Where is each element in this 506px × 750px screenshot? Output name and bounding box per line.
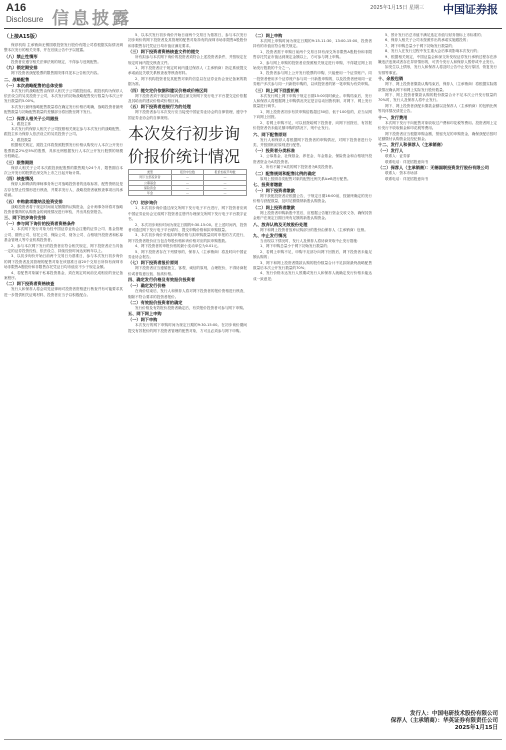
body-paragraph: 2、参与本次网下发行的投资者应符合相关规定，网下投资者应当具备一定的证券投资经验，依法设立、持续经营时间达到两年以上。: [4, 243, 123, 253]
body-paragraph: 3、网下和网上投资者缴款认购的股份数量合计不足扣除最终战略配售数量后本次公开发行数量的70%；: [253, 260, 372, 270]
body-paragraph: 七、投资者缴款: [253, 181, 283, 187]
body-paragraph: 本次发行的网下申购时间为规定日期的9:30-15:00。在初步询价期间提交有效报价的网下投资者管理的配售对象，方可且必须参与网下申购。: [128, 323, 247, 333]
body-paragraph: 战略投资者将于规定时间前足额缴纳认购资金，会计师事务所将对战略投资者缴纳的认购资金的到账情况进行审验，并出具验资报告。: [4, 204, 123, 214]
body-paragraph: （二）配售规则和配售比例的确定: [253, 170, 316, 176]
page-number: A16: [6, 2, 27, 14]
body-paragraph: 1、公募基金、社保基金、养老金、年金基金、保险资金和合格境外投资者资金为A类投资者。: [253, 154, 372, 164]
body-paragraph: 5、网下投资者存在下列情形的，保荐人（主承销商）将及时向中国证券业协会报告。: [128, 249, 247, 259]
body-paragraph: 发行人和保荐人将会同见证律师对投资者资格进行核查并有可能要求其进一步提供相关证明材料，投资者应当予以积极配合。: [4, 287, 123, 297]
body-paragraph: 发行人和保荐人将根据网下投资者的申购情况，对网下投资者进行分类，并按照相应原则进行配售。: [253, 137, 372, 147]
body-paragraph: 网下投资者参与本次发行应当接受中国证券业协会的自律管理，遵守中国证券业协会的自律规则。: [128, 110, 247, 120]
body-paragraph: 网下、网上投资者缴款认购结束后，保荐人（主承销商）将根据实际缴款情况确认网下和网上实际发行股份数量。: [378, 82, 497, 92]
masthead: [0, 0, 506, 28]
table-cell: —: [171, 175, 203, 180]
body-paragraph: 网下投资者获配股票的限售期安排详见本公告相关内容。: [11, 71, 101, 76]
body-paragraph: （一）网下申购: [128, 317, 158, 323]
body-paragraph: 联系电话：详见招股意向书: [385, 176, 429, 181]
body-paragraph: （三）限售期限: [4, 159, 34, 165]
body-paragraph: （一）投资者分类标准: [253, 148, 295, 154]
table-caption: 本次发行初步询价报价统计情况: [128, 124, 241, 167]
body-paragraph: （二）保荐人相关子公司跟投: [4, 115, 59, 121]
page-label-en: Disclosure: [6, 15, 44, 24]
column-3: [253, 33, 372, 732]
date-line: 2025年1月15日 星期三: [370, 5, 424, 11]
table-cell: —: [204, 191, 247, 196]
body-paragraph: （二）保荐人（主承销商）：无锡国联投资发行股份有限公司: [378, 165, 489, 171]
body-paragraph: 网下、网上投资者缴款认购的股份数量合计不足本次公开发行数量的70%时，发行人及保荐人将中止发行。: [378, 93, 497, 103]
body-paragraph: 1、投资者需于申购日前两个交易日持有深交所非限售A股股份和非限售存托凭证市值达到规定金额以上，方可参与网上申购。: [253, 49, 372, 60]
body-paragraph: （八）禁止性情形: [4, 53, 38, 59]
paper-name: 中国证券报: [443, 3, 498, 16]
body-paragraph: 保荐机构 主承销商无锡国联投资发行股份有限公司将根据实际情况调整本次发行的相关安排，并在后续公告中予以披露。: [4, 43, 123, 53]
table-cell: —: [204, 175, 247, 180]
body-paragraph: （二）有效报价投资者的确定: [128, 299, 183, 305]
body-paragraph: 本次发行网上网下申购于规定日期15:00同时截止。申购结束后，发行人和保荐人将根据网上申购情况决定是否启动回拨机制，对网下、网上发行数量进行调节。: [253, 93, 372, 109]
body-paragraph: 4、发行价格未达发行人预期或发行人和保荐人就确定发行价格未能达成一致意见；: [253, 271, 372, 281]
statistics-table: [128, 169, 247, 196]
body-paragraph: 网下和网上投资者放弃认购部分的股份由保荐人（主承销商）包销。: [260, 227, 368, 232]
body-paragraph: 9、根据相关规定，中国证监会和深交所发现证券发行承销过程存在涉嫌违法违规或者存在异常情形的，可责令发行人和保荐人暂停或中止发行。: [378, 54, 497, 65]
table-cell: —: [171, 191, 203, 196]
body-paragraph: 1、本次网下发行对象为经中国证券业协会注册的证券公司、基金管理公司、期货公司、信托公司、保险公司、财务公司、合格境外投资者和私募基金管理人等专业机构投资者。: [4, 227, 123, 243]
body-paragraph: （三）网上网下回拨机制: [253, 87, 300, 93]
table-cell: 公募基金: [129, 180, 172, 185]
column-1-body: [4, 43, 123, 298]
body-paragraph: 3、投资者参与网上公开发行股票的申购，只能使用一个证券账户。同一投资者使用多个证券账户参与同一只新股申购的，以及投资者使用同一证券账户多次参与同一只新股申购的，以该投资者的第一笔申购为有效申购。: [253, 71, 372, 87]
body-paragraph: 2、网下机构投资者及其配售对象的信息以在证券业协会登记备案的数据为准。: [128, 76, 247, 87]
table-cell: —: [171, 180, 203, 185]
body-paragraph: （二）网上投资者缴款: [253, 204, 295, 210]
body-paragraph: 2、跟投数量: [11, 137, 32, 142]
body-paragraph: 十二、发行人和保荐人（主承销商）: [378, 142, 446, 148]
column-1: [4, 33, 123, 732]
body-paragraph: （五）网下投资者违规行为的处理: [128, 104, 191, 110]
body-paragraph: 六、网下配售原则: [253, 131, 287, 137]
body-paragraph: 网下、网上投资者获配未缴款金额以及保荐人（主承销商）的包销比例等具体情况请见公告。: [378, 103, 497, 114]
body-paragraph: 7、网下申购总量小于网下初始发行数量的；: [385, 43, 456, 48]
table-cell: —: [204, 180, 247, 185]
body-paragraph: 3、以初步询价开始日前两个交易日为基准日，参与本次发行初步询价的网下投资者及其管理的配售对象在该基准日前20个交易日所持有深圳市场非限售A股股份和非限售存托凭证日均市值应不少于规定金额。: [4, 254, 123, 270]
body-paragraph: 在询价结束后，发行人和保荐人将对网下投资者的报价资格进行核查，剔除不符合要求的投资者报价。: [128, 289, 247, 299]
column-3-body: [253, 33, 372, 282]
body-paragraph: 二、战略配售: [4, 76, 30, 82]
body-paragraph: 当出现以下情况时，发行人及保荐人将协商采取中止发行措施：: [260, 238, 361, 243]
table-header-cell: 报价加权平均数: [204, 170, 247, 175]
body-paragraph: 联系人：资本市场部: [385, 171, 418, 176]
body-paragraph: （一）网下投资者缴款: [253, 187, 295, 193]
body-paragraph: （二）网上申购: [253, 33, 283, 38]
body-paragraph: 九、中止发行情况: [253, 232, 287, 238]
body-paragraph: 网下投资者须于规定时间内通过深交所网下发行电子平台提交定价依据及其给出的建议价格或价格区间。: [128, 93, 247, 104]
table-header-cell: 类型: [129, 170, 172, 175]
body-paragraph: 原则上按照各类配售对象的配售比例关系A≥B进行配售。: [260, 176, 351, 181]
body-paragraph: （七）网下投资者报价原则: [128, 260, 179, 266]
footer-rule: [4, 739, 502, 740]
body-paragraph: 本次发行的战略配售由保荐人相关子公司跟投组成。跟投机构为保荐人依法设立的另类投资子公司，本次发行的初始战略配售发行数量为本次公开发行数量的5.00%。: [4, 88, 123, 104]
body-paragraph: 6、保荐人相关子公司未按照作出的承诺实施跟投的；: [385, 38, 470, 43]
body-paragraph: 联系人：证券部: [385, 154, 411, 159]
table-cell: —: [204, 185, 247, 190]
table-cell: 网下全部投资者: [129, 175, 172, 180]
body-paragraph: 2、若网上申购不足，申购不足部分向网下回拨后，网下投资者未能足额认购的；: [253, 249, 372, 260]
column-2: [128, 33, 247, 732]
body-paragraph: （一）确定发行价格: [128, 283, 166, 289]
body-paragraph: （二）网下投资者资格核查: [4, 281, 55, 287]
body-paragraph: （一）参与网下询价的投资者资格条件: [4, 221, 76, 227]
body-paragraph: 网下投资者应当遵循独立、客观、诚信的原则，合理报价，不得协商报价或者故意压低、抬高价格。: [128, 266, 247, 276]
body-paragraph: 4、网下投资者的申报价格的最小变动单位为0.01元。: [135, 244, 221, 249]
column-4: [378, 33, 497, 732]
body-paragraph: （四）提交定价依据和建议价格或价格区间: [128, 87, 208, 93]
body-paragraph: 2、参与网上申购的投资者应按照相关规定进行申购，不得超过网上初始发行股数的千分之一。: [253, 60, 372, 71]
body-paragraph: （一）发行人: [378, 148, 404, 154]
body-paragraph: 所有拟参与本次网下询价的投资者须符合上述投资者条件，并按规定在规定时间内提交核查文件。: [128, 55, 247, 65]
issuer-name: 发行人：中国电研技术股份有限公司: [409, 711, 498, 717]
body-paragraph: 联系电话：详见招股意向书: [385, 159, 429, 164]
body-paragraph: 投资者应遵守相关法律法规的规定，不得参与违规配售。: [11, 59, 101, 64]
body-paragraph: （九）锁定期安排: [4, 65, 38, 71]
body-paragraph: 三、网下初步询价安排: [4, 215, 46, 221]
body-paragraph: 本次网上申购时间为规定日期的9:15-11:30、13:00-15:00，投资者持有的市值应符合相关规定。: [253, 39, 372, 49]
body-paragraph: 本次发行最终战略配售数量将在确定发行价格后明确，战略投资者最终配售数量与初始配售数量的差额部分将回拨至网下发行。: [4, 104, 123, 115]
body-paragraph: 5、预计发行后总市值不满足选定市值与财务指标上市标准的；: [385, 33, 485, 37]
body-paragraph: 2、所有不属于A类的网下投资者为B类投资者。: [260, 165, 336, 170]
table-header-cell: 报价中位数: [171, 170, 203, 175]
column-4-body: [378, 33, 497, 182]
body-paragraph: （一）本次战略配售的总体安排: [4, 82, 63, 88]
body-paragraph: 本次发行的保荐人相关子公司按照相关规定参与本次发行的战略配售，跟投主体为保荐人依法设立的另类投资子公司。: [4, 127, 123, 137]
table-cell: —: [171, 185, 203, 190]
body-paragraph: 2、若网上申购不足，可以回拨给网下投资者，向网下回拨后，有效报价投资者仍未能足额申购的情况下，则中止发行。: [253, 120, 372, 131]
column-2-body: [128, 33, 247, 334]
body-paragraph: （六）初步询价: [128, 200, 158, 206]
body-paragraph: 1、本次初步询价通过深交所网下发行电子平台进行，网下投资者应到中国证券业协会完成网下投资者注册并办理深交所网下发行电子平台数字证书。: [128, 206, 247, 222]
body-paragraph: 3、本次初步询价采取拟申购价格与拟申购数量同时申报的方式进行，网下投资者报价应当包含每股价格和该价格对应的拟申购股数。: [128, 233, 247, 243]
body-paragraph: 十一、发行费用: [378, 114, 408, 120]
body-paragraph: 4、若配售对象属于私募投资基金，须在规定时间前完成相应的登记备案程序。: [4, 270, 123, 280]
body-paragraph: 如发生以上情形，发行人和保荐人将及时公告中止发行原因、恢复发行安排等事宜。: [378, 65, 497, 75]
signature-date: 2025年1月15日: [454, 725, 498, 731]
body-paragraph: 八、放弃认购及无效股份处理: [253, 221, 308, 227]
signature-block: [383, 711, 498, 732]
table-row: [129, 191, 247, 196]
body-paragraph: （四）核查情况: [4, 176, 34, 182]
header-rule: [4, 28, 502, 29]
body-paragraph: 2、本次初步询价时间为规定日期的9:30-15:00。在上述时间内，投资者可通过网下发行电子平台填写、提交申购价格和拟申购数量。: [128, 222, 247, 232]
body-paragraph: 根据相关规定，跟投主体将按照股票发行价格认购发行人本次公开发行股票数量2%至5%的股票，具体比例根据发行人本次公开发行股票的规模分档确定。: [4, 143, 123, 159]
body-paragraph: 网上投资者申购新股中签后，应根据公告履行资金交收义务，确保其资金账户在规定日期日终有足额的新股认购资金。: [253, 210, 372, 221]
body-paragraph: 四、确定发行价格及有效报价投资者: [128, 277, 196, 283]
body-paragraph: 网下投资者应当根据申购金额，预留充足的申购资金，确保获配后按时足额缴付认购资金及经纪佣金。: [378, 131, 497, 141]
body-paragraph: （三）网下投资者资格核查文件的提交: [128, 49, 200, 55]
body-paragraph: 1、网下申购总量小于网下初始发行数量的；: [260, 244, 331, 249]
underwriter-name: 保荐人（主承销商）：华英证券有限责任公司: [390, 718, 498, 724]
body-paragraph: 1、跟投主体: [11, 121, 32, 126]
body-paragraph: 5、以本次发行初步询价开始日前两个交易日为基准日，参与本次发行初步询价的网下投资者及其管理的配售对象持有的深圳市场非限售A股股份和非限售存托凭证日均市值应满足要求。: [128, 33, 247, 48]
body-paragraph: 十、余股包销: [378, 76, 404, 82]
body-paragraph: 1、网下投资者应于规定时间内通过保荐人（主承销商）指定系统提交承诺函及关联关系核查表等核查材料。: [128, 66, 247, 76]
body-paragraph: 保荐人相关子公司本次跟投获配股票的限售期为24个月，限售期自本次公开发行的股票在深交所上市之日起开始计算。: [4, 165, 123, 175]
body-paragraph: 8、发行人在发行过程中发生重大会后事项影响本次发行的；: [385, 49, 481, 54]
body-paragraph: 网下获配投资者应根据公告，于规定日期16:00前，按最终确定的发行价格与获配数量，及时足额缴纳新股认购资金。: [253, 193, 372, 204]
table-cell: 年金: [129, 191, 172, 196]
body-paragraph: 五、网下网上申购: [128, 311, 162, 317]
body-paragraph: 发行价格及有效报价投资者确定后，有效报价投资者可参与网下申购。: [135, 305, 247, 310]
section-title: 信息披露: [52, 9, 132, 29]
body-paragraph: （五）申购款项缴纳及验资安排: [4, 198, 63, 204]
body-paragraph: 本次网下发行不向配售对象收取过户费和印花税等费用。投资者网上定价发行不收取佣金和印花税等费用。: [378, 120, 497, 131]
continued-tag: （上接A15版）: [4, 34, 40, 40]
body-paragraph: 1、网上投资者初步有效申购倍数超过50倍、低于100倍的，应当从网下向网上回拨。: [253, 109, 372, 120]
table-cell: 保险资金: [129, 185, 172, 190]
body-paragraph: 保荐人和聘请的律师事务所已对战略投资者的选取标准、配售资格及是否存在禁止性情形进行核查，并要求发行人、战略投资者就核查事项出具承诺函。: [4, 182, 123, 198]
